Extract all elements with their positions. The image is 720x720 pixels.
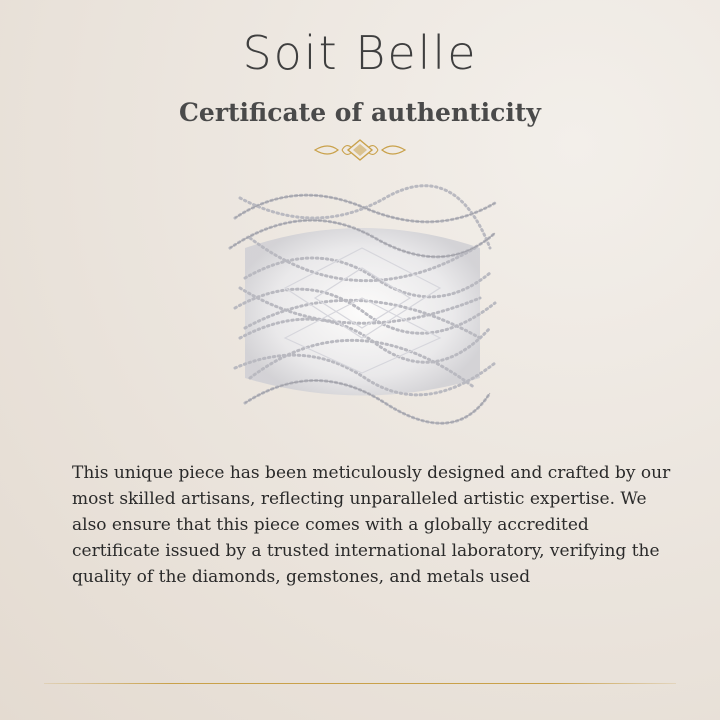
bracelet-image xyxy=(225,178,500,428)
certificate-title: Certificate of authenticity xyxy=(179,98,541,127)
brand-logo: Soit Belle xyxy=(242,26,478,80)
certificate-description: This unique piece has been meticulously designed and crafted by our most skilled artisans, reflecting unparalleled artistic expertise. We also ensure that this piece comes with a globally accredited certificate issued by a trusted international laboratory, verifying the quality of the diamonds, gemstones, and metals used xyxy=(72,463,671,587)
bottom-gold-line xyxy=(44,683,676,684)
gold-divider-ornament xyxy=(110,138,610,162)
